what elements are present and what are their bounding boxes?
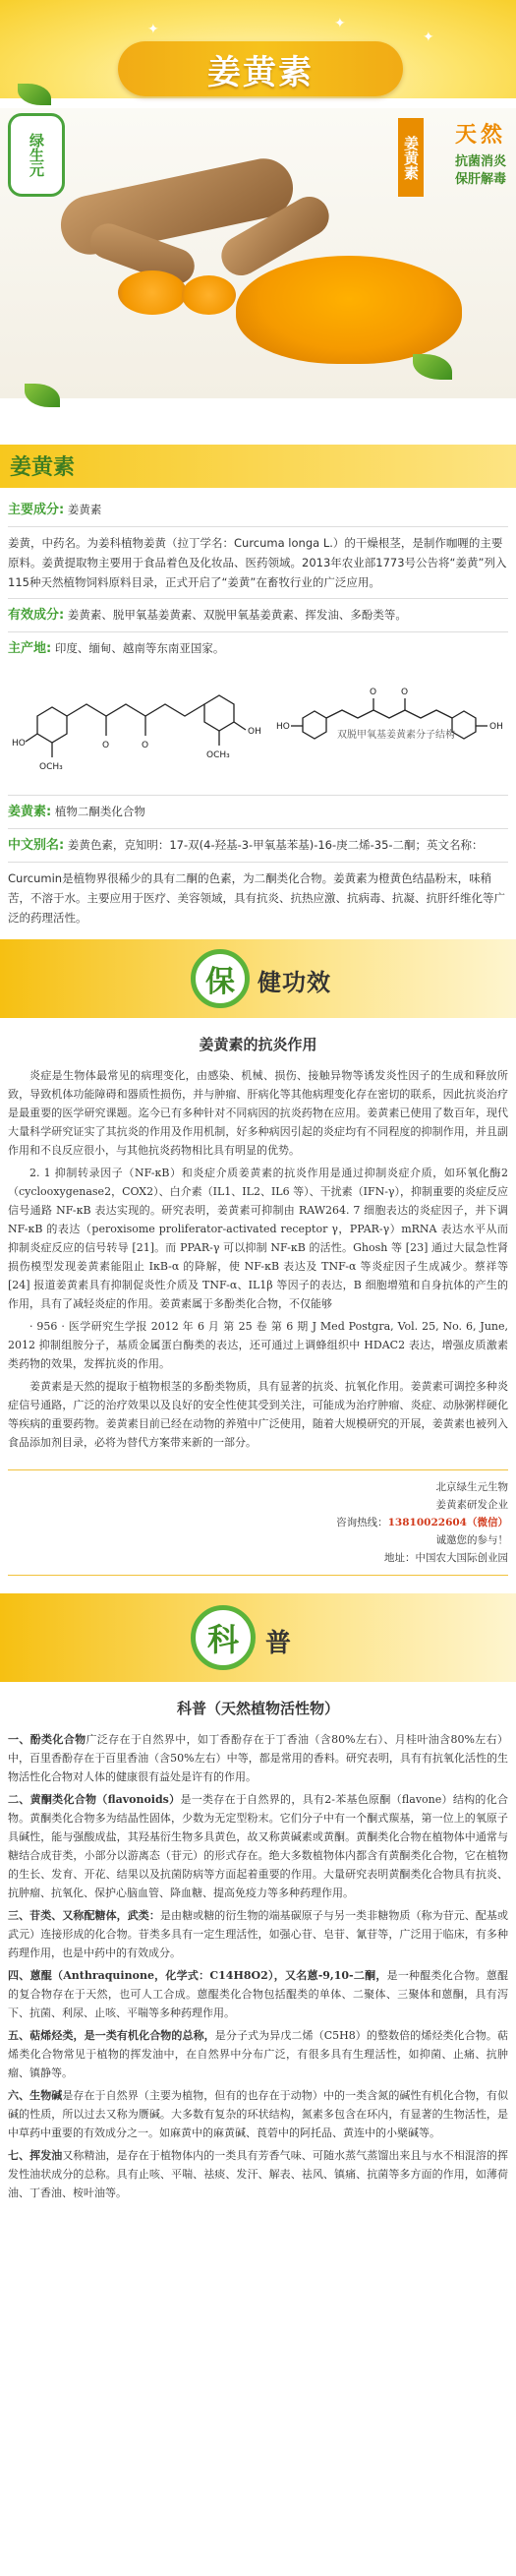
formula-label-o: O	[142, 741, 149, 750]
science-item	[8, 1790, 508, 1902]
hero-title-pill	[118, 41, 403, 96]
active-ingredient-value: 姜黄素、脱甲氧基姜黄素、双脱甲氧基姜黄素、挥发油、多酚类等。	[67, 608, 407, 622]
formula-label-och3: OCH₃	[206, 750, 230, 760]
origin-value: 印度、缅甸、越南等东南亚国家。	[54, 641, 225, 655]
description-text: Curcumin是植物界很稀少的具有二酮的色素，为二酮类化合物。姜黄素为橙黄色结晶粉末，味稍苦，不溶于水。主要应用于医疗、美容领域，具有抗炎、抗热应激、抗病毒、抗凝、抗肝纤维化等广泛的药理活性。	[8, 871, 505, 925]
science-item	[8, 1730, 508, 1786]
contact-company: 北京绿生元生物	[435, 1481, 508, 1493]
anti-inflammatory-article	[8, 1036, 508, 1452]
article-paragraph: 2. 1 抑制转录因子（NF-κB）和炎症介质姜黄素的抗炎作用是通过抑制炎症介质，如环氧化酶2（cyclooxygenase2，COX2）、白介素（IL1、IL2、IL6 等）、干扰素（IFN-γ），抑制重要的炎症反应信号通路 NF-κB 表达实现的。研究表明，姜黄素可抑制由 RAW264. 7 细胞表达的炎症因子，并下调 NF-κB 的表达（peroxisome proliferator-activated receptor γ，PPAR-γ）mRNA 表达水平从而抑制炎症反应的信号转导 [21]。而 PPAR-γ 可以抑制 NF-κB 的活性。Ghosh 等 [23] 通过大鼠急性肾损伤模型发现姜黄素能阻止 IκB-α 的降解，使 NF-κB 表达及 TNF-α 等炎症因子生成减少。蔡祥等 [24] 报道姜黄素具有抑制促炎性介质及 TNF-α、IL1β 等因子的表达，B 细胞增殖和自身抗体的产生的作用，具有了减轻炎症的作用。姜黄素属于多酚类化合物，不仅能够	[8, 1167, 508, 1310]
science-item	[8, 1906, 508, 1962]
formula-label-o: O	[401, 688, 409, 697]
contact-phone[interactable]: 13810022604（微信）	[387, 1517, 508, 1528]
formula-label-ho: HO	[276, 722, 290, 732]
health-banner-title: 健功效	[258, 968, 331, 996]
health-disc-char: 保	[205, 965, 235, 999]
info-body	[0, 490, 516, 928]
science-item-head: 七、挥发油	[8, 2149, 63, 2162]
science-item-body: 是由糖或糖的衍生物的端基碳原子与另一类非糖物质（称为苷元、配基或武元）连接形成的化合物。苷类多具有一定生理活性，如强心苷、皂苷、氰苷等，广泛用于临床，有多种药理作用，也是中药中的有效成分。	[8, 1909, 509, 1959]
origin-row	[8, 638, 508, 659]
curcumin-label: 姜黄素:	[8, 805, 52, 819]
product-badge	[398, 118, 506, 202]
formula-label-oh: OH	[248, 727, 261, 737]
section-header-label: 姜黄素	[10, 454, 76, 480]
divider	[8, 598, 508, 599]
divider	[8, 631, 508, 632]
product-badge-lines	[455, 153, 506, 189]
divider	[8, 828, 508, 829]
science-item-body: 又称精油，是存在于植物体内的一类具有芳香气味、可随水蒸气蒸馏出来且与水不相混溶的挥发性油状成分的总称。具有止咳、平喘、祛痰、发汗、解表、祛风、镇痛、抗菌等多方面的作用，如薄荷油、丁香油、桉叶油等。	[8, 2149, 509, 2199]
formula-caption: 双脱甲氧基姜黄素分子结构	[337, 730, 455, 741]
science-section-banner	[0, 1593, 516, 1682]
science-item-head: 四、蒽醌（Anthraquinone，化学式：C14H8O2），又名蒽-9,10-二酮，	[8, 1969, 387, 1982]
science-item-head: 一、酚类化合物	[8, 1733, 86, 1746]
article-title: 姜黄素的抗炎作用	[199, 1036, 317, 1053]
science-item-head: 二、黄酮类化合物（flavonoids）	[8, 1793, 181, 1806]
formula-label-o: O	[102, 741, 110, 750]
turmeric-powder	[236, 256, 462, 364]
contact-invite: 诚邀您的参与！	[435, 1534, 508, 1546]
main-ingredient-row	[8, 500, 508, 520]
product-badge-column: 姜黄素	[398, 118, 424, 197]
brand-badge	[8, 113, 65, 197]
curcumin-value: 植物二酮类化合物	[54, 805, 145, 818]
info-section-header	[0, 441, 516, 490]
section-header-bar	[0, 445, 516, 488]
science-disc	[191, 1605, 256, 1670]
science-item	[8, 2146, 508, 2202]
contact-product: 姜黄素研发企业	[435, 1499, 508, 1511]
science-item-head: 六、生物碱	[8, 2089, 63, 2102]
molecular-structure-figure	[8, 667, 508, 785]
science-item	[8, 2086, 508, 2142]
turmeric-slice	[118, 270, 187, 315]
intro-text: 姜黄，中药名。为姜科植物姜黄（拉丁学名：Curcuma longa L.）的干燥根茎，是制作咖喱的主要原料。姜黄提取物主要用于食品着色及化妆品、医药领域。2013年农业部1773号公告将“姜黄”列入115种天然植物饲料原料目录，正式开启了“姜黄”在畜牧行业的广泛应用。	[8, 536, 507, 589]
divider	[8, 795, 508, 796]
formula-label-oh: OH	[489, 722, 503, 732]
turmeric-slice	[182, 275, 236, 315]
article-citation: · 956 · 医学研究生学报 2012 年 6 月 第 25 卷 第 6 期 J Med Postgra, Vol. 25, No. 6, June, 2012 抑制组胺分子，基质金属蛋白酶类的表达，还可通过上调蜂组织中 HDAC2 表达，增强皮质激素类药物的效果，发挥抗炎的作用。	[8, 1320, 508, 1370]
science-title: 科普（天然植物活性物）	[176, 1700, 339, 1717]
active-ingredient-row	[8, 605, 508, 626]
science-item-body: 是一类存在于自然界的，具有2-苯基色原酮（flavone）结构的化合物。黄酮类化合物多为结晶性固体，少数为无定型粉末。它们分子中有一个酮式羰基，第一位上的氧原子具碱性，能与强酸成盐，其羟基衍生物多具黄色，故又称黄碱素或黄酮。黄酮类化合物在植物体中通常与糖结合成苷类，小部分以游离态（苷元）的形式存在。绝大多数植物体内都含有黄酮类化合物，它在植物的生长、发育、开花、结果以及抗菌防病等方面起着重要的作用。大量研究表明黄酮类化合物具有抗炎、抗肿瘤、抗氧化、保护心脑血管、降血糖、提高免疫力等多种药理作用。	[8, 1793, 508, 1899]
origin-label: 主产地:	[8, 641, 52, 656]
sparkle-icon: ✦	[147, 22, 159, 37]
active-ingredient-label: 有效成分:	[8, 608, 65, 623]
sparkle-icon: ✦	[423, 30, 434, 45]
product-badge-title: 天然	[454, 122, 506, 148]
science-article	[8, 1700, 508, 2202]
article-paragraph: 姜黄素是天然的提取于植物根茎的多酚类物质，具有显著的抗炎、抗氧化作用。姜黄素可调控多种炎症信号通路，广泛的治疗效果以及良好的安全性使其受到关注，可能成为治疗肿瘤、炎症、动脉粥样硬化等疾病的重要药物。姜黄素目前已经在动物的养殖中广泛使用，随着大规模研究的开展，姜黄素也被列入食品添加剂目录，必将为替代方案带来新的一部分。	[8, 1380, 508, 1449]
main-ingredient-label: 主要成分:	[8, 503, 65, 517]
science-item-head: 五、萜烯烃类，是一类有机化合物的总称，	[8, 2029, 215, 2042]
alias-label: 中文别名:	[8, 838, 65, 853]
health-section-banner	[0, 939, 516, 1018]
science-banner-title: 普	[265, 1629, 292, 1658]
product-badge-line: 抗菌消炎	[454, 154, 506, 169]
science-item	[8, 2026, 508, 2082]
science-item-body: 广泛存在于自然界中，如丁香酚存在于丁香油（含80%左右）、月桂叶油含80%左右）中，百里香酚存在于百里香油（含50%左右）中等，都是常用的香料。研究表明，具有有抗氧化活性的生物活性化合物对人体的健康很有益处是许有的作用。	[8, 1733, 508, 1783]
brand-badge-text: 绿生元	[28, 133, 45, 177]
formula-label-och3: OCH₃	[39, 762, 63, 772]
contact-phone-row	[8, 1514, 508, 1531]
contact-block	[8, 1469, 508, 1576]
science-item-body: 是存在于自然界（主要为植物，但有的也存在于动物）中的一类含氮的碱性有机化合物，有似碱的性质，所以过去又称为赝碱。大多数有复杂的环状结构，氮素多包含在环内，有显著的生物活性，是中草药中重要的有效成分之一。如麻黄中的麻黄碱、莨菪中的阿托品、黄连中的小檗碱等。	[8, 2089, 509, 2139]
formula-label-ho: HO	[12, 739, 26, 749]
health-disc	[191, 949, 250, 1008]
alias-value: 姜黄色素，克知明：17-双(4-羟基-3-甲氧基苯基)-16-庚二烯-35-二酮；英文名称：	[67, 838, 484, 852]
main-ingredient-value: 姜黄素	[67, 503, 102, 516]
alias-row	[8, 835, 508, 856]
curcumin-row	[8, 802, 508, 822]
footer-space	[0, 2206, 516, 2226]
science-disc-char: 科	[206, 1621, 239, 1658]
science-item	[8, 1966, 508, 2022]
article-paragraph: 炎症是生物体最常见的病理变化，由感染、机械、损伤、接触异物等诱发炎性因子的生成和释放所致，导致机体功能障碍和器质性损伤，并与肿瘤、肝病化等其他病理变化存在密切的联系，因此抗炎治疗是最重要的医学研究课题。迄今已有多种针对不同病因的抗炎药物在应用。姜黄素已使用了数百年，现代大量科学研究证实了其抗炎的作用及作用机制，好多种病因引起的炎症均有不同程度的抑制作用，并且副作用和不良反应很小，与其他抗炎药物相比具有明显的优势。	[8, 1069, 508, 1157]
science-item-body: 是一种醌类化合物。蒽醌的复合物存在于天然，也可人工合成。蒽醌类化合物包括醌类的单体、二聚体、三聚体和蒽酮，具有泻下、抗菌、利尿、止咳、平喘等多种药理作用。	[8, 1969, 508, 2019]
hero-banner	[0, 0, 516, 413]
divider	[8, 526, 508, 527]
science-item-head: 三、苷类、又称配糖体，武类：	[8, 1909, 160, 1922]
formula-label-o: O	[370, 688, 377, 697]
science-item-body: 是分子式为异戊二烯（C5H8）的整数倍的烯烃类化合物。萜烯类化合物常见于植物的挥发油中，在自然界中分布广泛，有很多具有生理活性，如抑菌、止痛、抗肿瘤、镇静等。	[8, 2029, 508, 2079]
hero-title: 姜黄素	[207, 52, 314, 92]
divider	[8, 862, 508, 863]
product-badge-line: 保肝解毒	[454, 172, 506, 187]
sparkle-icon: ✦	[334, 16, 346, 31]
contact-phone-label: 咨询热线：	[336, 1517, 388, 1528]
contact-address: 地址：中国农大国际创业园	[384, 1552, 508, 1564]
